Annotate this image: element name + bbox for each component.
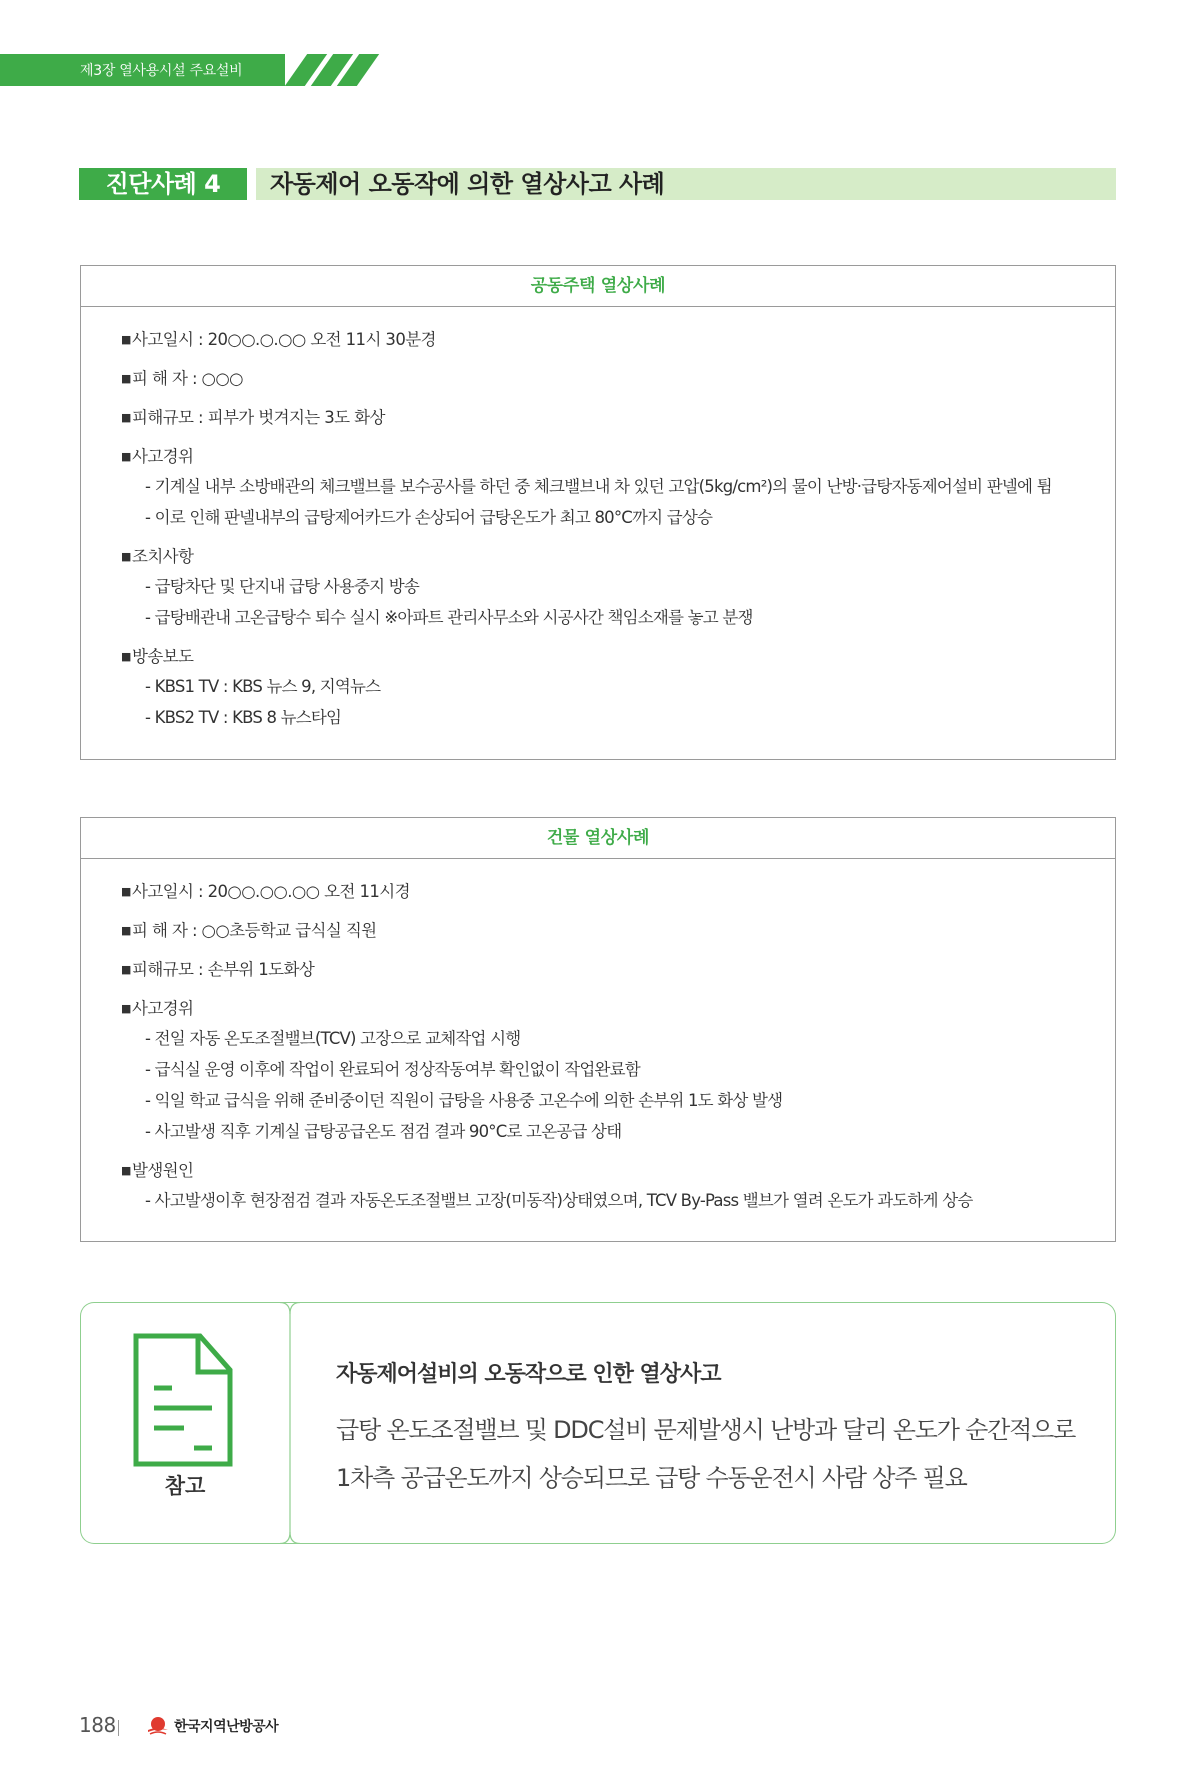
sub-item: - 전일 자동 온도조절밸브(TCV) 고장으로 교체작업 시행 bbox=[145, 1029, 521, 1048]
sub-item: - 급식실 운영 이후에 작업이 완료되어 정상작동여부 확인없이 작업완료함 bbox=[145, 1060, 640, 1079]
org-name: 한국지역난방공사 bbox=[174, 1719, 279, 1735]
reference-text-line: 급탕 온도조절밸브 및 DDC설비 문제발생시 난방과 달리 온도가 순간적으로 bbox=[336, 1416, 1076, 1444]
list-item: ■발생원인 bbox=[121, 1161, 194, 1180]
page-separator bbox=[118, 1720, 119, 1736]
box-header: 건물 열상사례 bbox=[81, 818, 1115, 859]
list-item: ■방송보도 bbox=[121, 647, 194, 666]
list-item: ■조치사항 bbox=[121, 547, 194, 566]
sub-item: - 급탕차단 및 단지내 급탕 사용중지 방송 bbox=[145, 577, 420, 596]
list-item: ■사고경위 bbox=[121, 447, 194, 466]
reference-title: 자동제어설비의 오동작으로 인한 열상사고 bbox=[336, 1362, 721, 1387]
sub-item: - 급탕배관내 고온급탕수 퇴수 실시 ※아파트 관리사무소와 시공사간 책임소재를 놓고 분쟁 bbox=[145, 608, 753, 627]
list-item: ■사고일시 : 20○○.○○.○○ 오전 11시경 bbox=[121, 882, 410, 901]
sub-item: - 익일 학교 급식을 위해 준비중이던 직원이 급탕을 사용중 고온수에 의한 손부위 1도 화상 발생 bbox=[145, 1091, 783, 1110]
sub-item: - KBS1 TV : KBS 뉴스 9, 지역뉴스 bbox=[145, 677, 381, 696]
case-tag: 진단사례 4 bbox=[79, 168, 247, 200]
sub-item: - 사고발생 직후 기계실 급탕공급온도 점검 결과 90°C로 고온공급 상태 bbox=[145, 1122, 622, 1141]
box-body bbox=[81, 859, 1115, 1213]
list-item: ■피해규모 : 피부가 벗겨지는 3도 화상 bbox=[121, 408, 385, 427]
list-item: ■피해규모 : 손부위 1도화상 bbox=[121, 960, 315, 979]
list-item: ■피 해 자 : ○○○ bbox=[121, 369, 243, 388]
box-header: 공동주택 열상사례 bbox=[81, 266, 1115, 307]
sub-item: - 사고발생이후 현장점검 결과 자동온도조절밸브 고장(미동작)상태였으며, TCV By-Pass 밸브가 열려 온도가 과도하게 상승 bbox=[145, 1191, 973, 1210]
sub-item: - 이로 인해 판넬내부의 급탕제어카드가 손상되어 급탕온도가 최고 80°C까지 급상승 bbox=[145, 508, 713, 527]
sub-item: - KBS2 TV : KBS 8 뉴스타임 bbox=[145, 708, 342, 727]
reference-label: 참고 bbox=[164, 1474, 206, 1498]
box-body bbox=[81, 307, 1115, 730]
list-item: ■피 해 자 : ○○초등학교 급식실 직원 bbox=[121, 921, 377, 940]
list-item: ■사고일시 : 20○○.○.○○ 오전 11시 30분경 bbox=[121, 330, 436, 349]
chapter-title: 제3장 열사용시설 주요설비 bbox=[80, 63, 243, 79]
case-box-apartment bbox=[80, 265, 1116, 760]
reference-text-line: 1차측 공급온도까지 상승되므로 급탕 수동운전시 사람 상주 필요 bbox=[336, 1464, 967, 1492]
page-number: 188 bbox=[79, 1713, 116, 1737]
document-icon bbox=[132, 1332, 234, 1468]
case-box-building bbox=[80, 817, 1116, 1242]
list-item: ■사고경위 bbox=[121, 999, 194, 1018]
case-title: 자동제어 오동작에 의한 열상사고 사례 bbox=[270, 170, 665, 198]
reference-divider bbox=[280, 1302, 300, 1544]
org-logo-icon bbox=[146, 1716, 170, 1736]
sub-item: - 기계실 내부 소방배관의 체크밸브를 보수공사를 하던 중 체크밸브내 차 있던 고압(5kg/cm²)의 물이 난방·급탕자동제어설비 판넬에 튐 bbox=[145, 477, 1052, 496]
